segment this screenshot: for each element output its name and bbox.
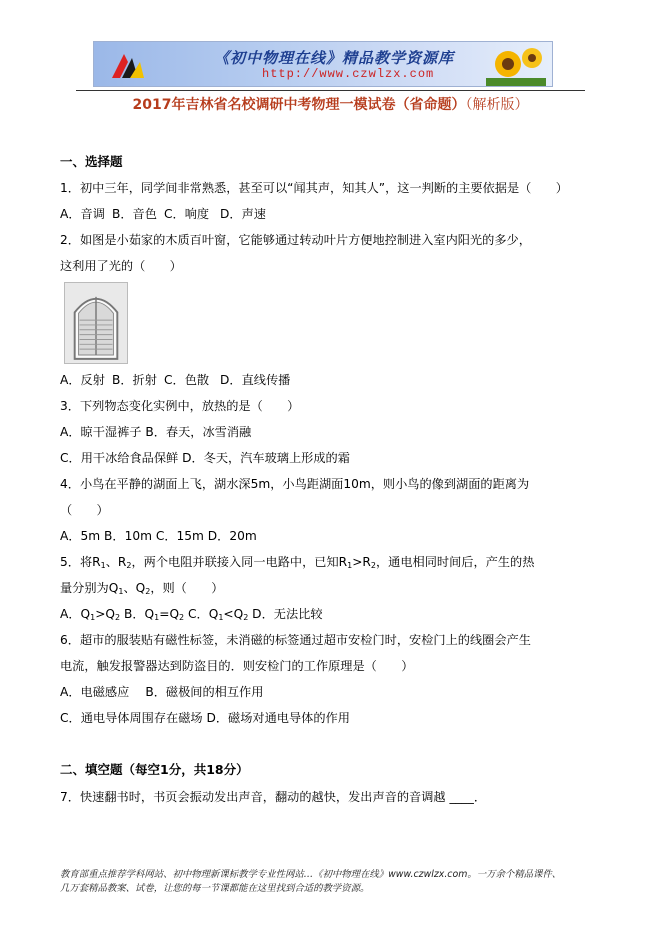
q5-options: A．$Q_1>Q_2$ B．$Q_1=Q_2$ C．$Q_1<Q_2$ D．无法比较 [60, 607, 323, 622]
q4-stem-line1: 4．小鸟在平静的湖面上飞，湖水深5m，小鸟距湖面10m，则小鸟的像到湖面的距离为 [60, 477, 530, 491]
header-rule [76, 90, 585, 91]
section-heading-fill: 二、填空题（每空1分，共18分） [60, 762, 249, 777]
q1-option-a: A．音调 [60, 207, 105, 221]
header-banner [93, 41, 553, 87]
q4-stem-line2: （ ） [60, 503, 109, 517]
q5-stem-line2: 量分别为$Q_1$、$Q_2$，则（ ） [60, 581, 224, 596]
q1-option-d: D．声速 [220, 207, 266, 221]
sunflower-icon [486, 44, 546, 86]
q1-option-b: B．音色 [112, 207, 157, 221]
q6-options-cd: C．通电导体周围存在磁场 D．磁场对通电导体的作用 [60, 711, 350, 725]
footer-line2: 几万套精品教案、试卷，让您的每一节课都能在这里找到合适的教学资源。 [60, 883, 370, 894]
banner-title: 《初中物理在线》精品教学资源库 [214, 49, 455, 67]
q6-stem-line1: 6．超市的服装贴有磁性标签，未消磁的标签通过超市安检门时，安检门上的线圈会产生 [60, 633, 531, 647]
q1-options [60, 206, 266, 222]
banner-url[interactable]: http://www.czwlzx.com [262, 67, 435, 81]
document-title-sub: （解析版） [465, 97, 529, 113]
shutter-window-icon [65, 283, 127, 363]
section-heading-choice: 一、选择题 [60, 154, 123, 169]
q2-option-d: D．直线传播 [220, 373, 291, 387]
q1-option-c: C．响度 [164, 207, 210, 221]
q2-options [60, 372, 290, 388]
q2-option-a: A．反射 [60, 373, 105, 387]
q2-option-b: B．折射 [112, 373, 157, 387]
q3-options-ab: A．晾干湿裤子 B．春天，冰雪消融 [60, 425, 252, 439]
q6-stem-line2: 电流，触发报警器达到防盗目的．则安检门的工作原理是（ ） [60, 659, 414, 673]
q2-option-c: C．色散 [164, 373, 210, 387]
q3-stem: 3．下列物态变化实例中，放热的是（ ） [60, 399, 300, 413]
q6-options-ab: A．电磁感应 B．磁极间的相互作用 [60, 685, 264, 699]
shutter-window-image [64, 282, 128, 364]
q5-stem-line1: 5．将$R_1$、$R_2$，两个电阻并联接入同一电路中，已知$R_1>R_2$，通电相同时间后，产生的热 [60, 555, 535, 570]
site-logo-icon [108, 48, 146, 82]
footer-line1: 教育部重点推荐学科网站、初中物理新课标教学专业性网站…《初中物理在线》www.czwlzx.com。一万余个精品课件、 [60, 869, 562, 880]
q2-stem-line2: 这利用了光的（ ） [60, 259, 182, 273]
q1-stem: 1．初中三年，同学间非常熟悉，甚至可以“闻其声，知其人”，这一判断的主要依据是（ ） [60, 181, 568, 195]
document-title [0, 94, 661, 114]
q3-options-cd: C．用干冰给食品保鲜 D．冬天，汽车玻璃上形成的霜 [60, 451, 350, 465]
q4-options: A．5m B．10m C．15m D．20m [60, 529, 257, 543]
document-title-main: 2017年吉林省名校调研中考物理一模试卷（省命题） [132, 97, 466, 113]
q2-stem-line1: 2．如图是小茹家的木质百叶窗，它能够通过转动叶片方便地控制进入室内阳光的多少， [60, 233, 531, 247]
q7-stem: 7．快速翻书时，书页会振动发出声音，翻动的越快，发出声音的音调越 ____． [60, 790, 487, 804]
